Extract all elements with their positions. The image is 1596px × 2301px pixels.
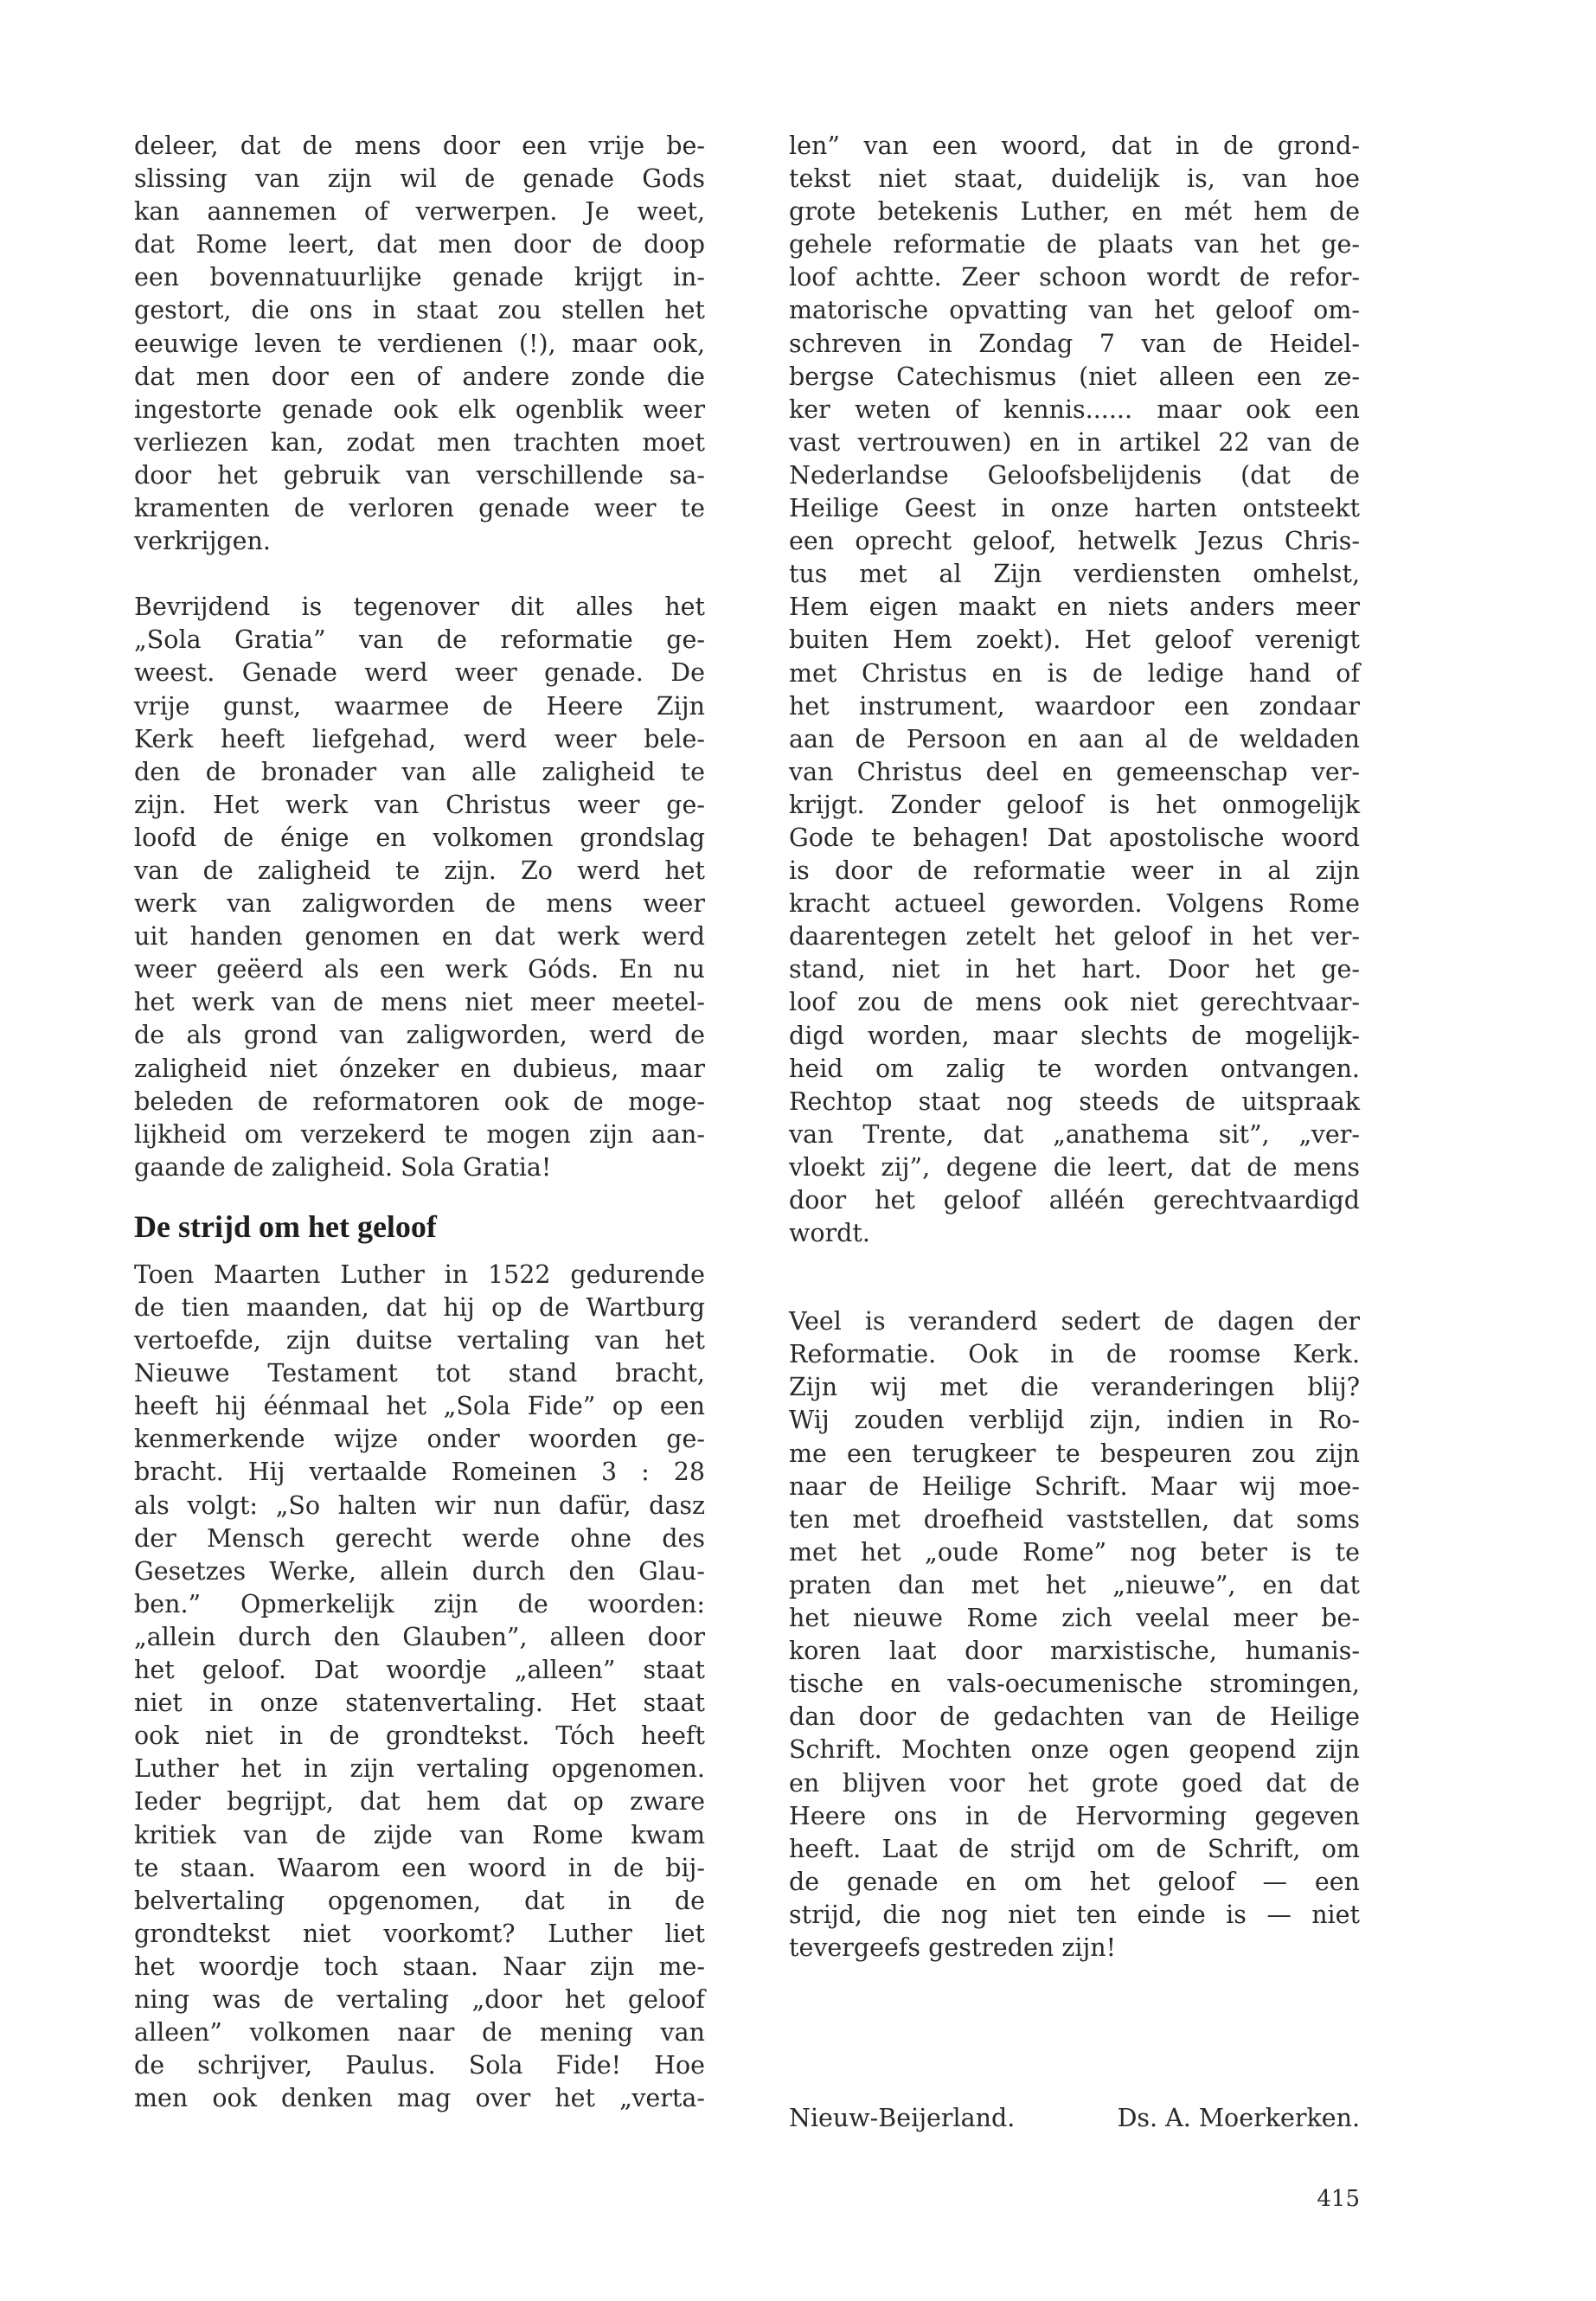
text-line: door het gebruik van verschillende sa-	[134, 460, 705, 490]
text-line: vrije gunst, waarmee de Heere Zijn	[134, 691, 705, 721]
text-line: Nederlandse Geloofsbelijdenis (dat de	[789, 460, 1360, 490]
text-line: weest. Genade werd weer genade. De	[134, 658, 705, 688]
text-line: verkrijgen.	[134, 527, 271, 556]
text-line: dat men door een of andere zonde die	[134, 362, 705, 391]
text-line: Heere ons in de Hervorming gegeven	[789, 1801, 1360, 1830]
signature-author: Ds. A. Moerkerken.	[1117, 2104, 1360, 2132]
text-line: strijd, die nog niet ten einde is — niet	[789, 1900, 1360, 1929]
text-line: me een terugkeer te bespeuren zou zijn	[789, 1439, 1360, 1468]
text-line: deleer, dat de mens door een vrije be-	[134, 131, 705, 160]
text-line: wordt.	[789, 1219, 870, 1248]
text-line: als volgt: „So halten wir nun dafür, dasz	[134, 1490, 705, 1520]
text-line: een bovennatuurlijke genade krijgt in-	[134, 263, 705, 292]
text-line: ben.” Opmerkelijk zijn de woorden:	[134, 1589, 705, 1618]
left-column	[134, 130, 705, 2115]
text-line: Bevrijdend is tegenover dit alles het	[134, 593, 705, 622]
text-line: bracht. Hij vertaalde Romeinen 3 : 28	[134, 1458, 705, 1487]
text-line: matorische opvatting van het geloof om-	[789, 296, 1360, 325]
text-line: door het geloof alléén gerechtvaardigd	[789, 1186, 1360, 1215]
text-line: loofd de énige en volkomen grondslag	[134, 823, 705, 852]
text-line: praten dan met het „nieuwe”, en dat	[789, 1570, 1360, 1599]
text-line: Veel is veranderd sedert de dagen der	[789, 1307, 1360, 1336]
signature-place: Nieuw-Beijerland.	[789, 2104, 1016, 2132]
text-line: ook niet in de grondtekst. Tóch heeft	[134, 1721, 705, 1751]
text-line: der Mensch gerecht werde ohne des	[134, 1523, 705, 1553]
text-line: het woordje toch staan. Naar zijn me-	[134, 1952, 705, 1981]
right-paragraph-2	[789, 1305, 1360, 1965]
text-line: de als grond van zaligworden, werd de	[134, 1021, 705, 1050]
text-line: vloekt zij”, degene die leert, dat de mens	[789, 1152, 1360, 1182]
text-line: kenmerkende wijze onder woorden ge-	[134, 1425, 705, 1454]
text-line: digd worden, maar slechts de mogelijk-	[789, 1021, 1360, 1050]
text-line: kramenten de verloren genade weer te	[134, 494, 705, 523]
text-line: zaligheid niet ónzeker en dubieus, maar	[134, 1054, 705, 1083]
text-line: buiten Hem zoekt). Het geloof verenigt	[789, 625, 1360, 655]
text-line: lijkheid om verzekerd te mogen zijn aan-	[134, 1119, 705, 1149]
text-line: het geloof. Dat woordje „alleen” staat	[134, 1656, 705, 1685]
text-line: de schrijver, Paulus. Sola Fide! Hoe	[134, 2051, 705, 2080]
text-line: van de zaligheid te zijn. Zo werd het	[134, 856, 705, 885]
text-line: Schrift. Mochten onze ogen geopend zijn	[789, 1735, 1360, 1765]
text-line: Gesetzes Werke, allein durch den Glau-	[134, 1556, 705, 1586]
text-line: vast vertrouwen) en in artikel 22 van de	[789, 427, 1360, 457]
text-line: dat Rome leert, dat men door de doop	[134, 230, 705, 260]
text-line: „allein durch den Glauben”, alleen door	[134, 1622, 705, 1651]
text-line: alleen” volkomen naar de mening van	[134, 2018, 705, 2048]
text-line: schreven in Zondag 7 van de Heidel-	[789, 329, 1360, 358]
text-line: Gode te behagen! Dat apostolische woord	[789, 823, 1360, 852]
text-line: stand, niet in het hart. Door het ge-	[789, 955, 1360, 984]
text-line: Nieuwe Testament tot stand bracht,	[134, 1359, 705, 1388]
text-line: uit handen genomen en dat werk werd	[134, 922, 705, 952]
text-line: Wij zouden verblijd zijn, indien in Ro-	[789, 1406, 1360, 1435]
text-line: de tien maanden, dat hij op de Wartburg	[134, 1293, 705, 1322]
text-line: naar de Heilige Schrift. Maar wij moe-	[789, 1471, 1360, 1501]
text-line: dan door de gedachten van de Heilige	[789, 1702, 1360, 1732]
text-line: ning was de vertaling „door het geloof	[134, 1984, 705, 2014]
text-line: zijn. Het werk van Christus weer ge-	[134, 790, 705, 819]
text-line: bergse Catechismus (niet alleen een ze-	[789, 362, 1360, 391]
text-line: Hem eigen maakt en niets anders meer	[789, 593, 1360, 622]
text-line: kritiek van de zijde van Rome kwam	[134, 1820, 705, 1849]
text-line: het nieuwe Rome zich veelal meer be-	[789, 1604, 1360, 1633]
text-line: ten met droefheid vaststellen, dat soms	[789, 1504, 1360, 1534]
text-line: de genade en om het geloof — een	[789, 1867, 1360, 1896]
text-line: weer geëerd als een werk Góds. En nu	[134, 955, 705, 984]
text-line: kan aannemen of verwerpen. Je weet,	[134, 197, 705, 227]
text-line: Heilige Geest in onze harten ontsteekt	[789, 494, 1360, 523]
text-line: Reformatie. Ook in de roomse Kerk.	[789, 1340, 1360, 1369]
text-line: eeuwige leven te verdienen (!), maar ook,	[134, 329, 705, 358]
text-line: Zijn wij met die veranderingen blij?	[789, 1373, 1360, 1402]
text-line: gehele reformatie de plaats van het ge-	[789, 230, 1360, 260]
right-paragraph-1	[789, 130, 1360, 1250]
text-line: kracht actueel geworden. Volgens Rome	[789, 889, 1360, 919]
text-line: van Trente, dat „anathema sit”, „ver-	[789, 1119, 1360, 1149]
text-line: krijgt. Zonder geloof is het onmogelijk	[789, 790, 1360, 819]
text-line: Kerk heeft liefgehad, werd weer bele-	[134, 724, 705, 753]
text-line: met het „oude Rome” nog beter is te	[789, 1537, 1360, 1567]
text-line: een oprecht geloof, hetwelk Jezus Chris-	[789, 527, 1360, 556]
text-line: Luther het in zijn vertaling opgenomen.	[134, 1754, 705, 1784]
text-line: vertoefde, zijn duitse vertaling van het	[134, 1326, 705, 1356]
page-number: 415	[1317, 2186, 1360, 2212]
text-line: belvertaling opgenomen, dat in de	[134, 1886, 705, 1915]
text-line: van Christus deel en gemeenschap ver-	[789, 757, 1360, 786]
text-line: grondtekst niet voorkomt? Luther liet	[134, 1919, 705, 1948]
text-line: met Christus en is de ledige hand of	[789, 658, 1360, 688]
text-line: verliezen kan, zodat men trachten moet	[134, 427, 705, 457]
text-line: aan de Persoon en aan al de weldaden	[789, 724, 1360, 753]
text-line: werk van zaligworden de mens weer	[134, 889, 705, 919]
text-line: gaande de zaligheid. Sola Gratia!	[134, 1152, 552, 1182]
left-paragraph-3	[134, 1259, 705, 2115]
text-line: heid om zalig te worden ontvangen.	[789, 1054, 1360, 1083]
text-line: het werk van de mens niet meer meetel-	[134, 988, 705, 1017]
text-line: daarentegen zetelt het geloof in het ver-	[789, 922, 1360, 952]
text-line: ingestorte genade ook elk ogenblik weer	[134, 394, 705, 424]
text-line: niet in onze statenvertaling. Het staat	[134, 1689, 705, 1718]
text-line: tus met al Zijn verdiensten omhelst,	[789, 560, 1360, 589]
text-line: te staan. Waarom een woord in de bij-	[134, 1853, 705, 1882]
text-line: grote betekenis Luther, en mét hem de	[789, 197, 1360, 227]
text-line: is door de reformatie weer in al zijn	[789, 856, 1360, 886]
text-line: len” van een woord, dat in de grond-	[789, 131, 1360, 160]
text-line: heeft. Laat de strijd om de Schrift, om	[789, 1834, 1360, 1863]
text-line: den de bronader van alle zaligheid te	[134, 757, 705, 786]
text-line: „Sola Gratia” van de reformatie ge-	[134, 625, 705, 655]
text-line: het instrument, waardoor een zondaar	[789, 691, 1360, 721]
text-line: heeft hij éénmaal het „Sola Fide” op een	[134, 1392, 705, 1421]
text-line: loof achtte. Zeer schoon wordt de refor-	[789, 263, 1360, 292]
right-column	[789, 130, 1360, 1965]
left-paragraph-1	[134, 130, 705, 558]
text-line: Rechtop staat nog steeds de uitspraak	[789, 1086, 1360, 1116]
text-line: tekst niet staat, duidelijk is, van hoe	[789, 164, 1360, 194]
text-line: beleden de reformatoren ook de moge-	[134, 1086, 705, 1116]
left-paragraph-2	[134, 591, 705, 1184]
text-line: ker weten of kennis...... maar ook een	[789, 394, 1360, 424]
text-line: Ieder begrijpt, dat hem dat op zware	[134, 1787, 705, 1817]
signature-row	[789, 2102, 1360, 2135]
text-line: Toen Maarten Luther in 1522 gedurende	[134, 1259, 705, 1289]
text-line: koren laat door marxistische, humanis-	[789, 1637, 1360, 1666]
text-line: gestort, die ons in staat zou stellen het	[134, 296, 705, 325]
text-line: tevergeefs gestreden zijn!	[789, 1932, 1117, 1962]
text-line: tische en vals-oecumenische stromingen,	[789, 1670, 1360, 1699]
section-heading: De strijd om het geloof	[134, 1208, 437, 1244]
text-line: en blijven voor het grote goed dat de	[789, 1768, 1360, 1798]
text-line: loof zou de mens ook niet gerechtvaar-	[789, 988, 1360, 1017]
text-line: slissing van zijn wil de genade Gods	[134, 164, 705, 194]
text-line: men ook denken mag over het „verta-	[134, 2084, 705, 2113]
